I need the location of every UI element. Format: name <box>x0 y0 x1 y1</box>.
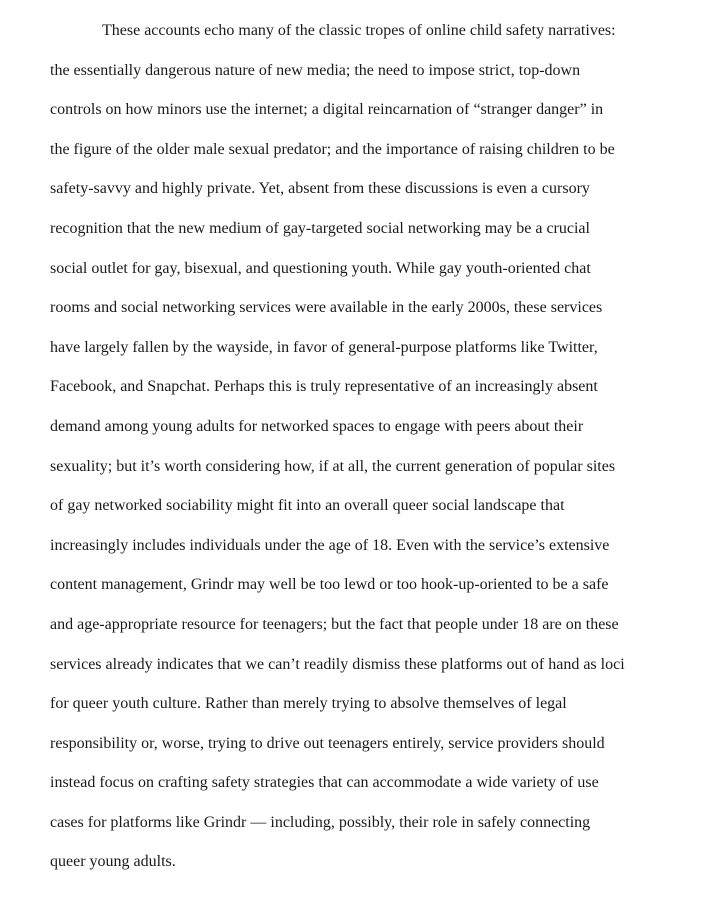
paragraph-line: safety-savvy and highly private. Yet, absent from these discussions is even a cursory <box>50 180 590 198</box>
paragraph-line: rooms and social networking services were available in the early 2000s, these services <box>50 299 603 317</box>
paragraph-line: services already indicates that we can’t readily dismiss these platforms out of hand as loci <box>50 655 625 673</box>
paragraph-line: the essentially dangerous nature of new media; the need to impose strict, top-down <box>50 61 581 79</box>
paragraph-line: have largely fallen by the wayside, in favor of general-purpose platforms like Twitter, <box>50 338 598 356</box>
paragraph-line: recognition that the new medium of gay-targeted social networking may be a crucial <box>50 219 590 237</box>
paragraph-line: sexuality; but it’s worth considering how, if at all, the current generation of popular sites <box>50 457 616 475</box>
paragraph-line: and age-appropriate resource for teenagers; but the fact that people under 18 are on these <box>50 615 619 633</box>
paragraph-line: content management, Grindr may well be too lewd or too hook-up-oriented to be a safe <box>50 576 609 594</box>
paragraph-line: increasingly includes individuals under the age of 18. Even with the service’s extensive <box>50 536 610 554</box>
paragraph-line: social outlet for gay, bisexual, and questioning youth. While gay youth-oriented chat <box>50 259 591 277</box>
paragraph-line: responsibility or, worse, trying to drive out teenagers entirely, service providers should <box>50 734 605 752</box>
paragraph-line: controls on how minors use the internet; a digital reincarnation of “stranger danger” in <box>50 101 604 119</box>
paragraph-line: Facebook, and Snapchat. Perhaps this is truly representative of an increasingly absent <box>50 378 598 396</box>
paragraph-line: cases for platforms like Grindr — including, possibly, their role in safely connecting <box>50 813 591 831</box>
paragraph-line: demand among young adults for networked spaces to engage with peers about their <box>50 417 584 435</box>
body-paragraph <box>50 17 690 888</box>
paragraph-line: of gay networked sociability might fit into an overall queer social landscape that <box>50 497 565 515</box>
paragraph-line: These accounts echo many of the classic tropes of online child safety narratives: <box>102 22 616 39</box>
paragraph-line: instead focus on crafting safety strategies that can accommodate a wide variety of use <box>50 774 599 792</box>
paragraph-line: the figure of the older male sexual predator; and the importance of raising children to be <box>50 140 615 158</box>
paragraph-line: for queer youth culture. Rather than merely trying to absolve themselves of legal <box>50 695 567 713</box>
paragraph-line: queer young adults. <box>50 853 176 871</box>
